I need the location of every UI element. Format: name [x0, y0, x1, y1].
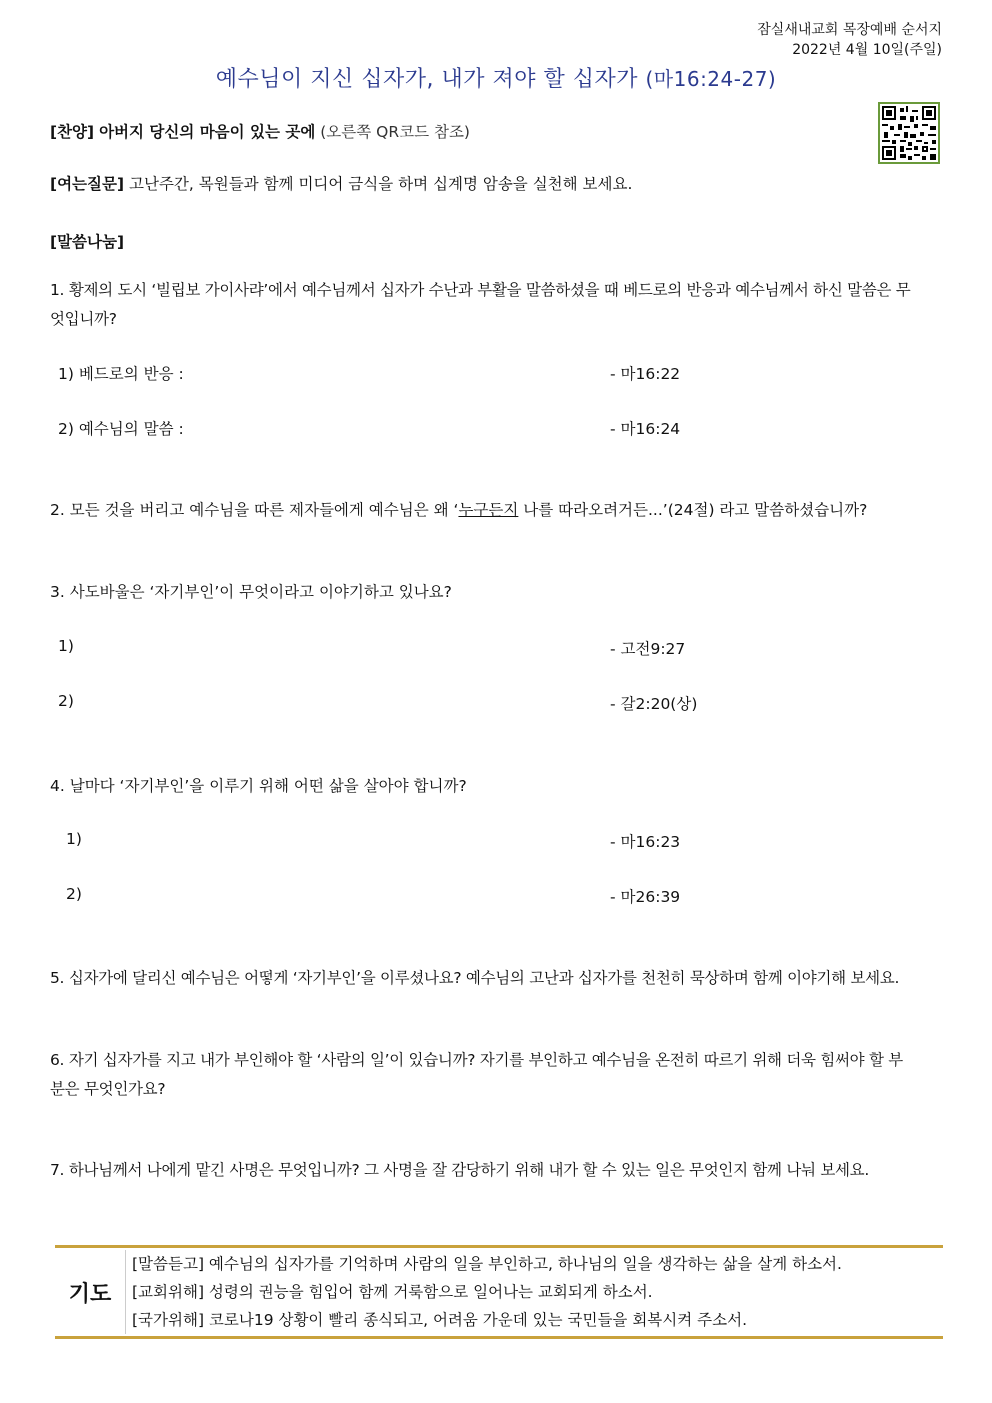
- question-1-line2: 엇입니까?: [50, 310, 117, 328]
- q1-answer-1: 1) 베드로의 반응 :: [58, 365, 184, 383]
- q1-ref-2: - 마16:24: [610, 420, 681, 438]
- prayer-label: 기도: [68, 1281, 112, 1307]
- q3-ref-1: - 고전9:27: [610, 640, 686, 658]
- question-1: [50, 276, 942, 334]
- praise-line: [50, 118, 942, 147]
- opening-question: [50, 170, 942, 199]
- sharing-label: [50, 228, 942, 257]
- q4-answer-1: 1): [66, 830, 82, 848]
- q4-answer-2: 2): [66, 885, 82, 903]
- sharing-label-text: [말씀나눔]: [50, 233, 125, 251]
- prayer-item-nation: [국가위해] 코로나19 상황이 빨리 종식되고, 어려움 가운데 있는 국민들을 회복시켜 주소서.: [132, 1311, 747, 1329]
- question-2-post: 나를 따라오려거든...’(24절) 라고 말씀하셨습니까?: [518, 501, 868, 519]
- opening-text: 고난주간, 목원들과 함께 미디어 금식을 하며 십계명 암송을 실천해 보세요.: [129, 175, 633, 193]
- opening-tag: [여는질문]: [50, 175, 125, 193]
- question-6-line1: 6. 자기 십자가를 지고 내가 부인해야 할 ‘사람의 일’이 있습니까? 자기를 부인하고 예수님을 온전히 따르기 위해 더욱 힘써야 할 부: [50, 1051, 903, 1069]
- question-4: 4. 날마다 ‘자기부인’을 이루기 위해 어떤 삶을 살아야 합니까?: [50, 777, 467, 795]
- question-2-underlined: 누구든지: [458, 501, 519, 519]
- page-title: [0, 62, 992, 93]
- question-2: [50, 496, 942, 525]
- q1-answer-2: 2) 예수님의 말씀 :: [58, 420, 184, 438]
- prayer-lines: [125, 1250, 842, 1334]
- q3-ref-2: - 갈2:20(상): [610, 695, 698, 713]
- q1-ref-1: - 마16:22: [610, 365, 681, 383]
- prayer-box: [55, 1245, 943, 1339]
- q3-answer-1: 1): [58, 637, 74, 655]
- praise-song: 아버지 당신의 마음이 있는 곳에: [99, 123, 316, 141]
- question-6-line2: 분은 무엇인가요?: [50, 1080, 166, 1098]
- praise-tag: [찬양]: [50, 123, 95, 141]
- q4-ref-1: - 마16:23: [610, 833, 681, 851]
- title-ref: (마16:24-27): [645, 67, 777, 91]
- q4-ref-2: - 마26:39: [610, 888, 681, 906]
- prayer-item-word: [말씀듣고] 예수님의 십자가를 기억하며 사람의 일을 부인하고, 하나님의 일을 생각하는 삶을 살게 하소서.: [132, 1255, 842, 1273]
- header-org: 잠실새내교회 목장예배 순서지: [757, 22, 942, 38]
- question-5: 5. 십자가에 달리신 예수님은 어떻게 ‘자기부인’을 이루셨나요? 예수님의 고난과 십자가를 천천히 묵상하며 함께 이야기해 보세요.: [50, 969, 900, 987]
- question-2-pre: 2. 모든 것을 버리고 예수님을 따른 제자들에게 예수님은 왜 ‘: [50, 501, 459, 519]
- prayer-item-church: [교회위해] 성령의 권능을 힘입어 함께 거룩함으로 일어나는 교회되게 하소서.: [132, 1283, 653, 1301]
- q3-answer-2: 2): [58, 692, 74, 710]
- title-main: 예수님이 지신 십자가, 내가 져야 할 십자가: [215, 67, 638, 92]
- question-7: 7. 하나님께서 나에게 맡긴 사명은 무엇입니까? 그 사명을 잘 감당하기 위해 내가 할 수 있는 일은 무엇인지 함께 나눠 보세요.: [50, 1161, 869, 1179]
- question-3: 3. 사도바울은 ‘자기부인’이 무엇이라고 이야기하고 있나요?: [50, 583, 452, 601]
- praise-note: (오른쪽 QR코드 참조): [320, 123, 470, 141]
- question-1-line1: 1. 황제의 도시 ‘빌립보 가이사랴’에서 예수님께서 십자가 수난과 부활을 말씀하셨을 때 베드로의 반응과 예수님께서 하신 말씀은 무: [50, 281, 911, 299]
- question-6: [50, 1046, 942, 1104]
- header-date: 2022년 4월 10일(주일): [792, 42, 942, 58]
